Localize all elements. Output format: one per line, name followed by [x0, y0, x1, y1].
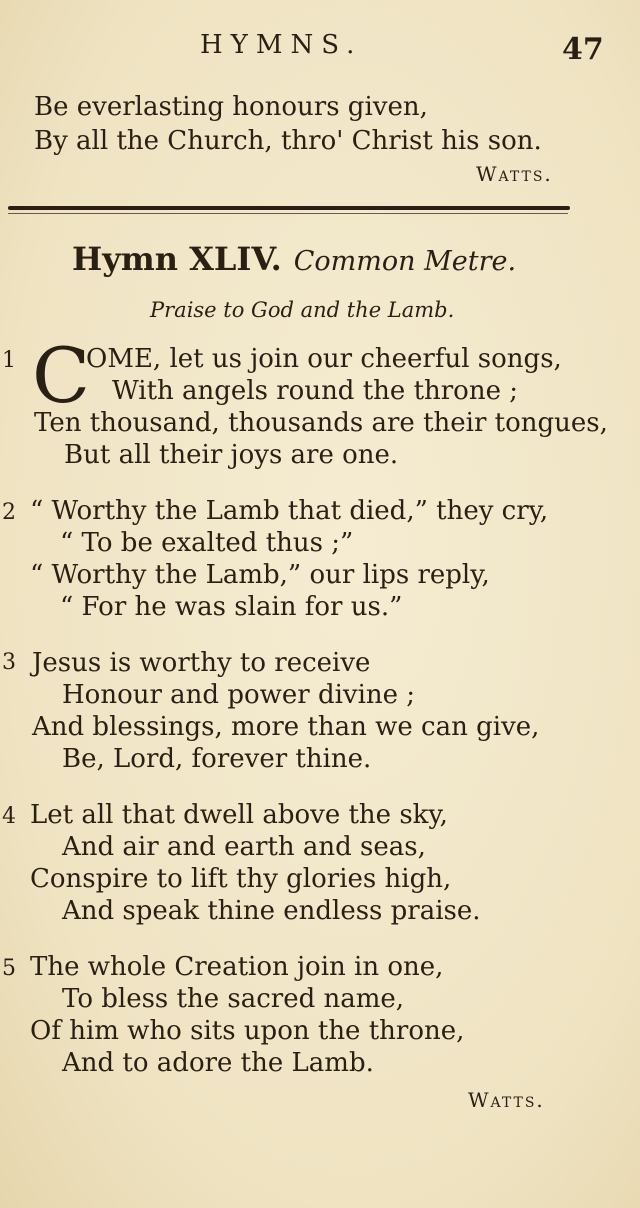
- stanza-2-line-4: “ For he was slain for us.”: [60, 592, 403, 622]
- stanza-number-2: 2: [2, 500, 16, 525]
- page-number: 47: [562, 32, 604, 67]
- section-divider: [8, 206, 570, 210]
- hymn-title: [72, 240, 516, 278]
- stanza-5-line-4: And to adore the Lamb.: [62, 1048, 374, 1078]
- stanza-3-line-1: Jesus is worthy to receive: [32, 648, 371, 678]
- hymn-metre: Common Metre.: [293, 246, 517, 277]
- stanza-5-line-3: Of him who sits upon the throne,: [30, 1016, 465, 1046]
- stanza-number-1: 1: [2, 348, 16, 373]
- stanza-2-line-1: “ Worthy the Lamb that died,” they cry,: [30, 496, 549, 526]
- stanza-4-line-4: And speak thine endless praise.: [62, 896, 481, 926]
- stanza-2-line-2: “ To be exalted thus ;”: [60, 528, 354, 558]
- stanza-1-line-3: Ten thousand, thousands are their tongues,: [34, 408, 608, 438]
- stanza-1-line-2: With angels round the throne ;: [112, 376, 518, 406]
- drop-cap: C: [32, 331, 91, 420]
- stanza-4-line-1: Let all that dwell above the sky,: [30, 800, 448, 830]
- running-head: HYMNS.: [200, 30, 363, 60]
- stanza-5-line-1: The whole Creation join in one,: [30, 952, 444, 982]
- hymn-subtitle: Praise to God and the Lamb.: [150, 298, 455, 322]
- stanza-number-4: 4: [2, 804, 16, 829]
- stanza-5-line-2: To bless the sacred name,: [62, 984, 405, 1014]
- stanza-4-line-2: And air and earth and seas,: [62, 832, 426, 862]
- prev-hymn-line-2: By all the Church, thro' Christ his son.: [34, 126, 542, 156]
- stanza-3-line-4: Be, Lord, forever thine.: [62, 744, 372, 774]
- stanza-3-line-3: And blessings, more than we can give,: [32, 712, 540, 742]
- stanza-1-line-1: OME, let us join our cheerful songs,: [86, 344, 562, 374]
- stanza-number-3: 3: [2, 650, 16, 675]
- section-divider-thin: [8, 213, 568, 214]
- prev-hymn-line-1: Be everlasting honours given,: [34, 92, 428, 122]
- hymn-attribution: Watts.: [468, 1088, 545, 1112]
- hymn-number-title: Hymn XLIV.: [72, 240, 282, 278]
- stanza-number-5: 5: [2, 956, 16, 981]
- stanza-3-line-2: Honour and power divine ;: [62, 680, 416, 710]
- stanza-2-line-3: “ Worthy the Lamb,” our lips reply,: [30, 560, 490, 590]
- stanza-1-line-4: But all their joys are one.: [64, 440, 399, 470]
- prev-hymn-attribution: Watts.: [476, 162, 553, 186]
- stanza-4-line-3: Conspire to lift thy glories high,: [30, 864, 452, 894]
